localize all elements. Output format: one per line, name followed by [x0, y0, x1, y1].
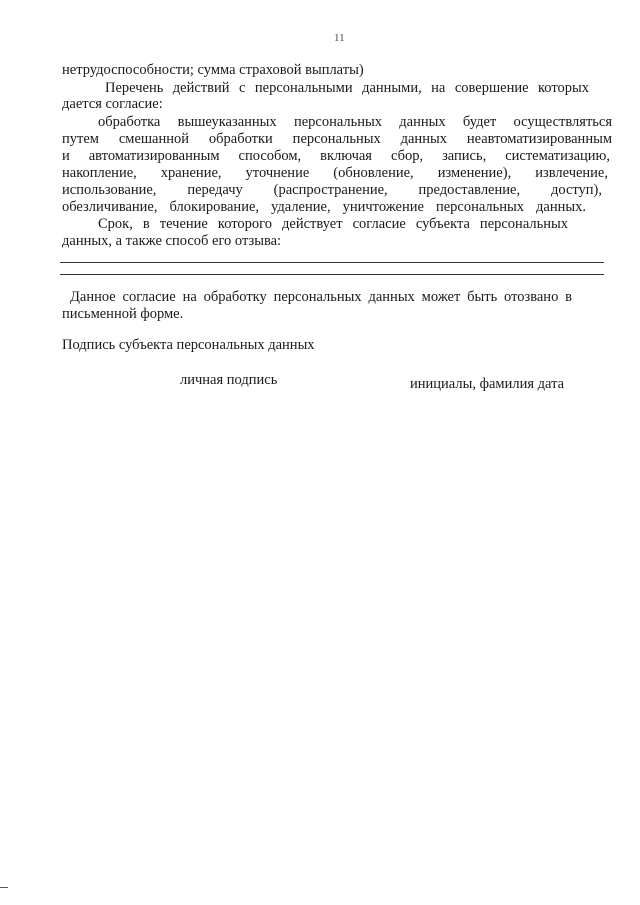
text-line-9: обезличивание, блокирование, удаление, уничтожение персональных данных.	[62, 199, 586, 215]
fill-in-line-1	[60, 262, 604, 263]
text-line-6: и автоматизированным способом, включая сбор, запись, систематизацию,	[62, 148, 610, 164]
text-line-7: накопление, хранение, уточнение (обновление, изменение), извлечение,	[62, 165, 608, 181]
text-line-13: письменной форме.	[62, 306, 184, 322]
text-line-10: Срок, в течение которого действует согласие субъекта персональных	[98, 216, 568, 232]
text-line-8: использование, передачу (распространение, предоставление, доступ),	[62, 182, 602, 198]
text-line-12: Данное согласие на обработку персональных данных может быть отозвано в	[70, 289, 572, 305]
text-line-5: путем смешанной обработки персональных данных неавтоматизированным	[62, 131, 612, 147]
text-line-4: обработка вышеуказанных персональных данных будет осуществляться	[98, 114, 612, 130]
fill-in-line-2	[60, 274, 604, 275]
initials-surname-date-label: инициалы, фамилия дата	[410, 376, 565, 392]
text-line-3: дается согласие:	[62, 96, 163, 112]
signature-heading: Подпись субъекта персональных данных	[62, 337, 315, 353]
text-line-2: Перечень действий с персональными данными, на совершение которых	[105, 80, 589, 96]
page-number: 11	[334, 32, 345, 44]
text-line-1: нетрудоспособности; сумма страховой выплаты)	[62, 62, 364, 78]
text-line-11: данных, а также способ его отзыва:	[62, 233, 282, 249]
scan-margin-mark	[0, 887, 8, 888]
personal-signature-label: личная подпись	[180, 372, 278, 388]
